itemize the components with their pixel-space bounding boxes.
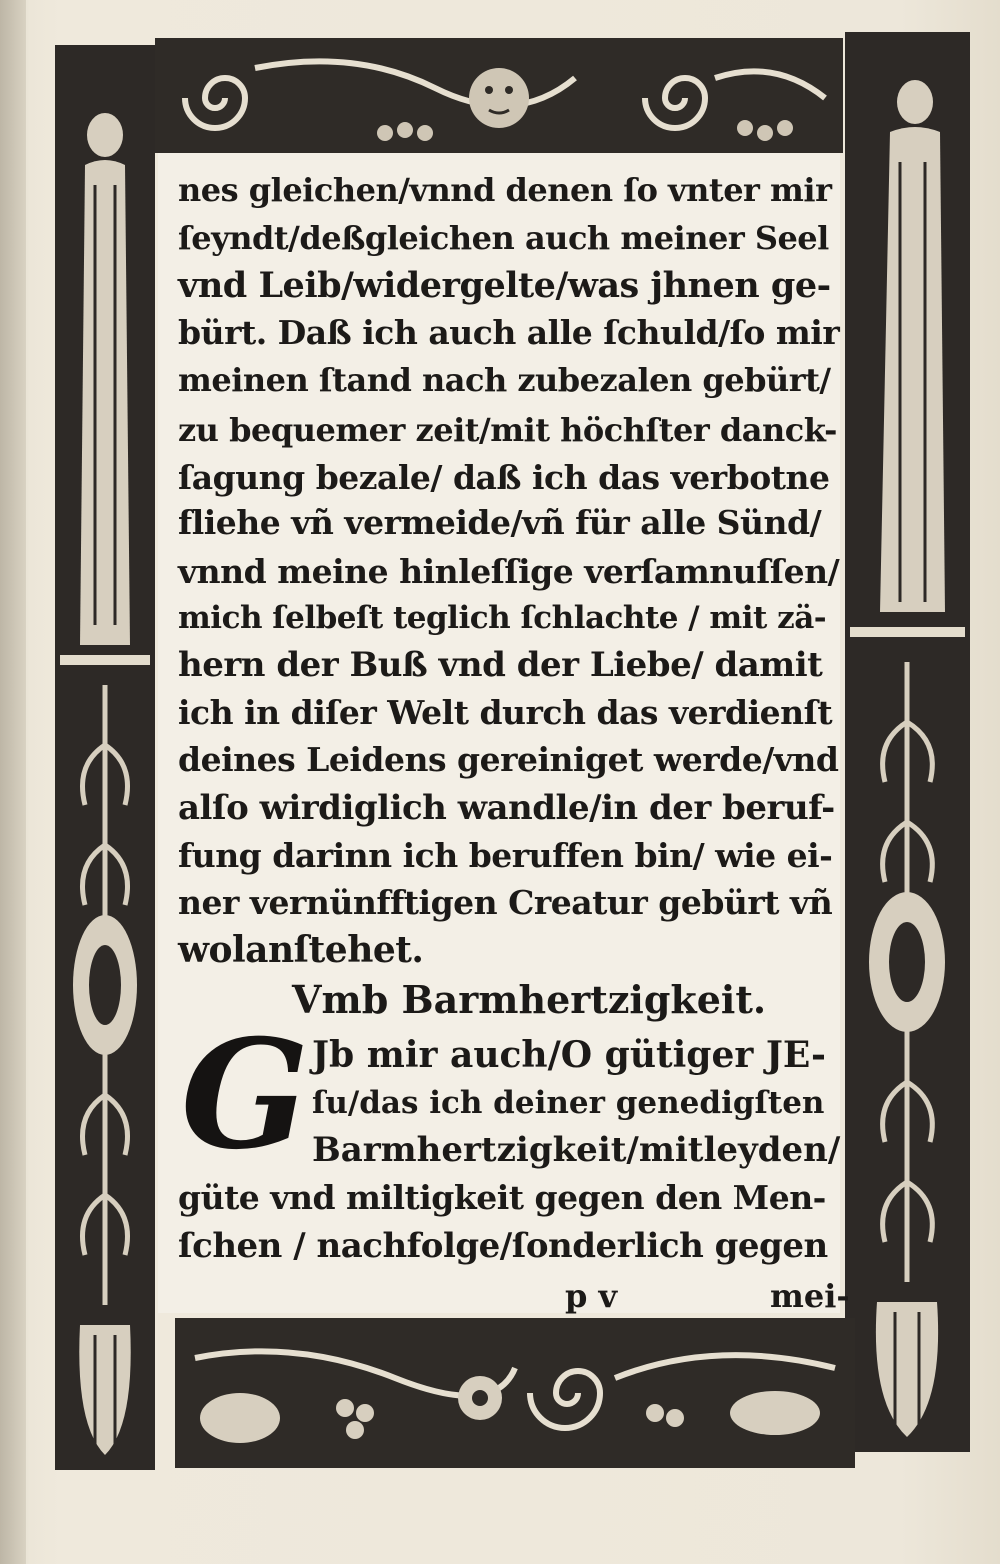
text-line-5: meinen ſtand nach zubezalen gebürt/ — [178, 361, 831, 399]
text-line-12: ich in diſer Welt durch das verdienſt — [178, 693, 833, 732]
right-border-ornament — [845, 32, 970, 1452]
initial-line-1: Jb mir auch/O gütiger JE- — [312, 1034, 826, 1076]
text-line-6: zu bequemer zeit/mit höchſter danck- — [178, 411, 837, 449]
text-line-13: deines Leidens gereiniget werde/vnd — [178, 740, 839, 779]
text-line-1: nes gleichen/vnnd denen ſo vnter mir — [178, 171, 832, 209]
text-line-tail-1: güte vnd miltigkeit gegen den Men- — [178, 1178, 826, 1217]
text-line-7: ſagung bezale/ daß ich das verbotne — [178, 458, 830, 497]
text-line-11: hern der Buß vnd der Liebe/ damit — [178, 645, 823, 685]
text-line-14: alſo wirdiglich wandle/in der beruf- — [178, 788, 835, 828]
bottom-border-ornament — [175, 1318, 855, 1468]
text-line-2: ſeyndt/deßgleichen auch meiner Seel — [178, 219, 829, 257]
signature-mark: p v — [565, 1277, 618, 1315]
top-border-ornament — [155, 38, 843, 153]
section-heading: Vmb Barmhertzigkeit. — [292, 977, 767, 1022]
text-line-10: mich ſelbeſt teglich ſchlachte / mit zä- — [178, 600, 827, 636]
text-line-4: bürt. Daß ich auch alle ſchuld/ſo mir — [178, 313, 840, 352]
catchword: mei- — [770, 1277, 850, 1315]
left-border-ornament — [55, 45, 155, 1470]
text-line-16: ner vernünfftigen Creatur gebürt vñ — [178, 883, 833, 922]
text-line-9: vnnd meine hinleſſige verſamnuſſen/ — [178, 552, 840, 591]
text-line-tail-2: ſchen / nachfolge/ſonderlich gegen — [178, 1226, 828, 1266]
text-line-8: fliehe vñ vermeide/vñ für alle Sünd/ — [178, 503, 822, 542]
book-gutter — [0, 0, 26, 1564]
text-line-15: fung darinn ich beruffen bin/ wie ei- — [178, 836, 833, 875]
initial-line-2: ſu/das ich deiner genedigſten — [312, 1085, 825, 1121]
initial-line-3: Barmhertzigkeit/mitleyden/ — [312, 1130, 841, 1170]
decorated-initial: G — [180, 1007, 310, 1183]
text-line-17: wolanſtehet. — [178, 929, 424, 971]
text-line-3: vnd Leib/widergelte/was jhnen ge- — [178, 265, 831, 306]
